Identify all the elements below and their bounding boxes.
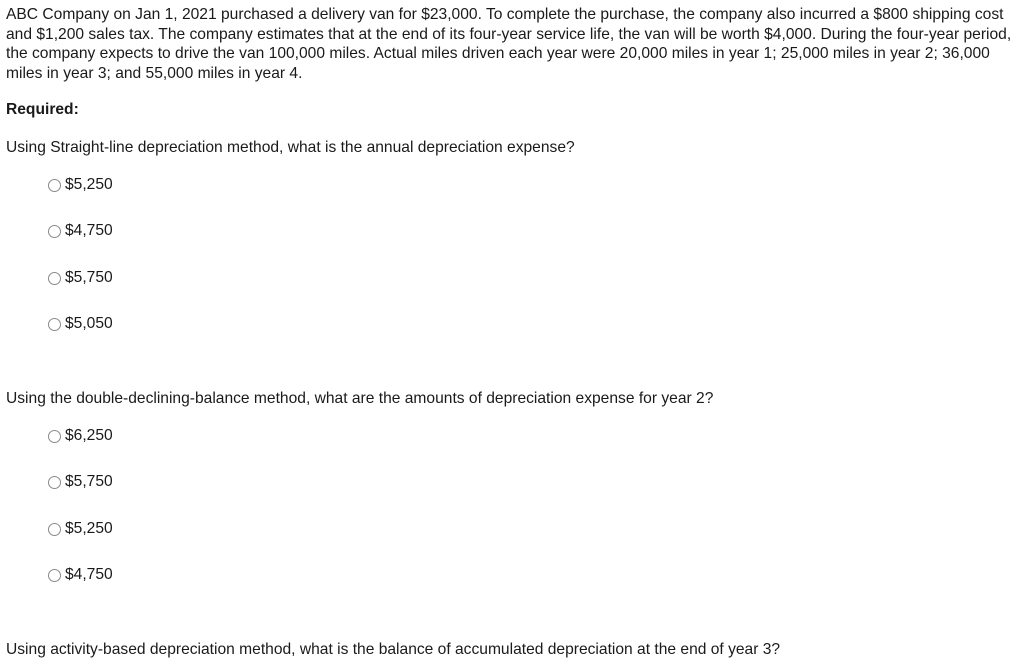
option-label: $5,250: [65, 520, 113, 537]
option-label: $6,250: [65, 427, 113, 444]
option-label: $5,750: [65, 269, 113, 286]
option-label: $5,750: [65, 473, 113, 490]
option-label: $5,250: [65, 176, 113, 193]
radio-button[interactable]: [48, 569, 61, 582]
question-2-option-1[interactable]: [48, 427, 113, 445]
radio-button[interactable]: [48, 272, 61, 285]
question-2-prompt: Using the double-declining-balance method, what are the amounts of depreciation expense for year 2?: [6, 390, 714, 407]
radio-button[interactable]: [48, 318, 61, 331]
question-1-prompt: Using Straight-line depreciation method, what is the annual depreciation expense?: [6, 139, 575, 156]
radio-button[interactable]: [48, 225, 61, 238]
radio-button[interactable]: [48, 523, 61, 536]
required-heading: Required:: [6, 101, 79, 118]
radio-button[interactable]: [48, 476, 61, 489]
question-2-option-4[interactable]: [48, 566, 113, 584]
question-1-option-2[interactable]: [48, 222, 113, 240]
option-label: $5,050: [65, 315, 113, 332]
question-3-prompt: Using activity-based depreciation method, what is the balance of accumulated depreciation at the end of year 3?: [6, 641, 781, 658]
option-label: $4,750: [65, 222, 113, 239]
radio-button[interactable]: [48, 179, 61, 192]
question-1-option-3[interactable]: [48, 269, 113, 287]
problem-statement: ABC Company on Jan 1, 2021 purchased a delivery van for $23,000. To complete the purchase, the company also incurred a $800 shipping cost and $1,200 sales tax. The company estimates that at the end of its four-year service life, the van will be worth $4,000. During the four-year period, the company expects to drive the van 100,000 miles. Actual miles driven each year were 20,000 miles in year 1; 25,000 miles in year 2; 36,000 miles in year 3; and 55,000 miles in year 4.: [6, 6, 1012, 82]
question-2-option-3[interactable]: [48, 520, 113, 538]
question-2-option-2[interactable]: [48, 473, 113, 491]
radio-button[interactable]: [48, 430, 61, 443]
question-1-option-1[interactable]: [48, 176, 113, 194]
question-1-option-4[interactable]: [48, 315, 113, 333]
option-label: $4,750: [65, 566, 113, 583]
